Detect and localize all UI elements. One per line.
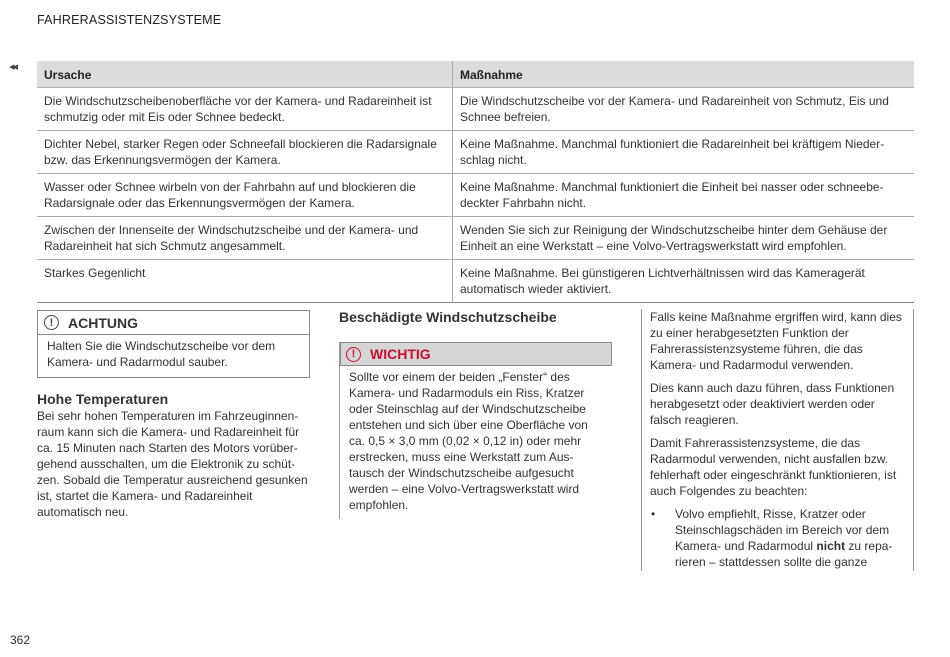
list-item-text-bold: nicht [816,539,846,553]
achtung-header [38,311,309,335]
table-row [37,88,914,131]
wichtig-text: Sollte vor einem der beiden „Fenster“ des Kamera- und Radarmoduls ein Riss, Kratzer oder Steinschlag auf der Windschutzscheibe entstehen und sich über eine Oberfläche von ca. 0,5 × 3,0 mm (0,02 × 0,12 in) oder mehr erstrecken, muss eine Werkstatt zum Austausch der Windschutzscheibe aufgesucht werden – eine Volvo-Vertragswerkstatt wird empfohlen. [349,370,588,512]
table-cell-cause: Zwischen der Innenseite der Windschutzscheibe und der Kamera- und Radareinheit hat sich Schmutz angesammelt. [37,217,453,260]
achtung-text: Halten Sie die Windschutzscheibe vor dem Kamera- und Radarmodul sauber. [47,339,276,369]
table-cell-measure: Wenden Sie sich zur Reinigung der Windschutzscheibe hinter dem Gehäuse der Einheit an eine Werkstatt – eine Volvo-Vertragswerkstatt wird empfohlen. [453,217,915,260]
table-row [37,260,914,303]
wichtig-notice-box [339,342,612,519]
column-header-measure: Maßnahme [453,61,915,88]
list-item [650,506,905,570]
achtung-notice-box [37,310,310,378]
paragraph: Falls keine Maßnahme ergriffen wird, kann dies zu einer herabgesetzten Funktion der Fahrerassistenzsysteme führen, die das Kamera- und Radarmodul verwenden. [650,310,902,372]
paragraph: Damit Fahrerassistenzsysteme, die das Radarmodul verwenden, nicht ausfallen bzw. fehlerhaft oder eingeschränkt funktionieren, ist auch Folgendes zu beachten: [650,436,897,498]
page-number: 362 [10,633,31,647]
wichtig-label: WICHTIG [370,346,431,362]
table-cell-cause: Wasser oder Schnee wirbeln von der Fahrbahn auf und blockieren die Radarsignale oder das Erkennungsvermögen der Kamera. [37,174,453,217]
table-cell-measure: Keine Maßnahme. Manchmal funktioniert die Einheit bei nasser oder schneebedeckter Fahrbahn nicht. [453,174,915,217]
cause-measure-table [37,61,914,303]
high-temperature-heading: Hohe Temperaturen [37,391,169,407]
table-row [37,174,914,217]
table-cell-measure: Die Windschutzscheibe vor der Kamera- und Radareinheit von Schmutz, Eis und Schnee befreien. [453,88,915,131]
table-cell-measure: Keine Maßnahme. Manchmal funktioniert die Radareinheit bei kräftigem Niederschlag nicht. [453,131,915,174]
list-item-text [675,506,905,570]
right-column [641,309,914,571]
list-item-text-post: zu reparieren – stattdessen sollte die ganze [675,539,893,569]
bullet-icon: • [651,507,656,521]
table-row [37,217,914,260]
table-cell-cause: Die Windschutzscheibenoberfläche vor der Kamera- und Radareinheit ist schmutzig oder mit Eis oder Schnee bedeckt. [37,88,453,131]
wichtig-header [340,342,612,366]
warning-icon: ! [44,315,59,330]
table-row [37,131,914,174]
column-header-cause: Ursache [37,61,453,88]
damaged-windshield-heading: Beschädigte Windschutzscheibe [339,309,557,325]
table-cell-cause: Starkes Gegenlicht [37,260,453,303]
high-temperature-text: Bei sehr hohen Temperaturen im Fahrzeuginnenraum kann sich die Kamera- und Radareinheit für ca. 15 Minuten nach Starten des Motors vorübergehend ausschalten, um die Elektronik zu schützen. Sobald die Temperatur ausreichend gesunken ist, startet die Kamera- und Radareinheit automatisch neu. [37,409,308,519]
page-header-title: FAHRERASSISTENZSYSTEME [37,13,222,27]
table-header-row [37,61,914,88]
table-cell-measure: Keine Maßnahme. Bei günstigeren Lichtverhältnissen wird das Kameragerät automatisch wieder aktiviert. [453,260,915,303]
paragraph: Dies kann auch dazu führen, dass Funktionen herabgesetzt oder deaktiviert werden oder falsch reagieren. [650,381,895,427]
back-arrows-icon[interactable]: ◂◂ [9,61,17,73]
list-item-text-pre: Volvo empfiehlt, Risse, Kratzer oder Steinschlagschäden im Bereich vor dem Kamera- und Radarmodul [675,507,890,553]
achtung-label: ACHTUNG [68,314,138,331]
table-cell-cause: Dichter Nebel, starker Regen oder Schneefall blockieren die Radarsignale bzw. das Erkennungsvermögen der Kamera. [37,131,453,174]
warning-icon: ! [346,347,361,362]
